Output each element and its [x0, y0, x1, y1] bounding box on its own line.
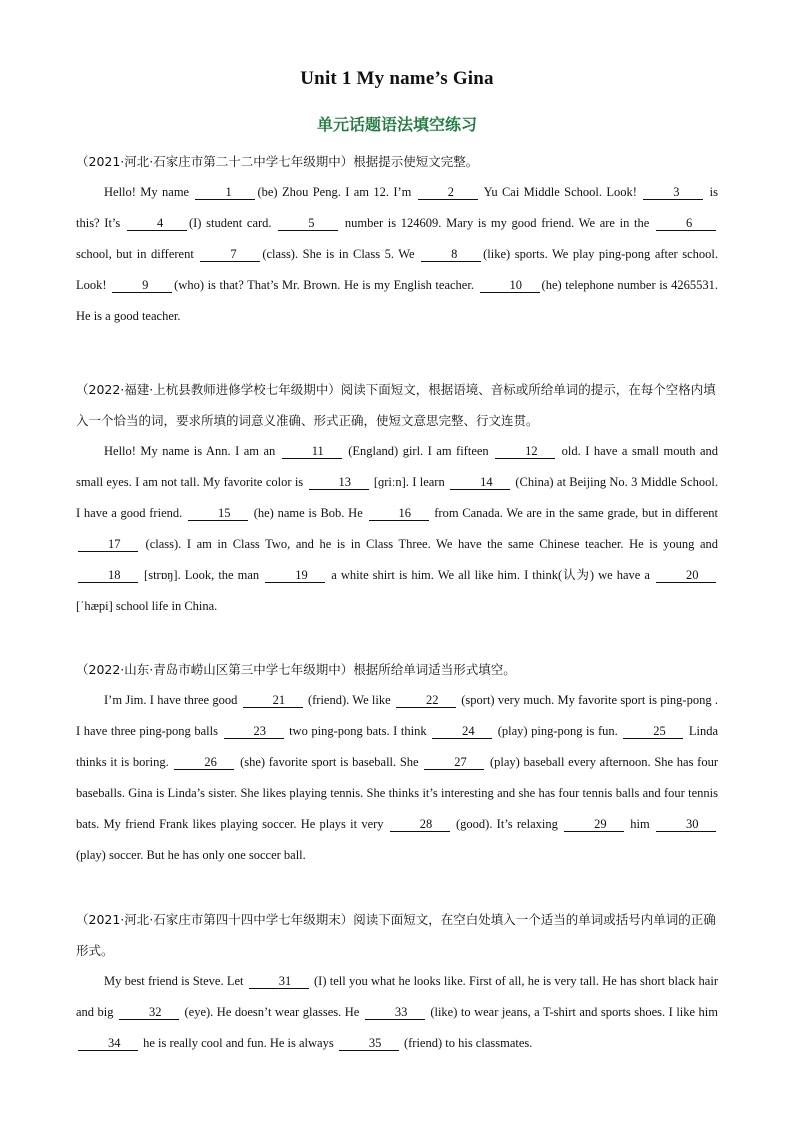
- blank-17[interactable]: 17: [78, 537, 138, 552]
- blank-9[interactable]: 9: [112, 278, 172, 293]
- section-intro: （2022·山东·青岛市崂山区第三中学七年级期中）根据所给单词适当形式填空。: [76, 662, 516, 677]
- blank-2[interactable]: 2: [418, 185, 478, 200]
- exercise-section-2: [76, 374, 718, 622]
- exercise-section-1: [76, 146, 718, 332]
- cloze-passage: [76, 436, 718, 622]
- passage-text: number is 124609. Mary is my good friend. We are in the: [340, 216, 654, 230]
- passage-text: Hello! My name: [104, 185, 194, 199]
- exercise-section-4: [76, 904, 718, 1059]
- blank-29[interactable]: 29: [564, 817, 624, 832]
- blank-28[interactable]: 28: [390, 817, 450, 832]
- blank-27[interactable]: 27: [424, 755, 484, 770]
- blank-7[interactable]: 7: [200, 247, 260, 262]
- blank-6[interactable]: 6: [656, 216, 716, 231]
- blank-25[interactable]: 25: [623, 724, 683, 739]
- blank-26[interactable]: 26: [174, 755, 234, 770]
- blank-30[interactable]: 30: [656, 817, 716, 832]
- passage-text: (eye). He doesn’t wear glasses. He: [181, 1005, 363, 1019]
- blank-5[interactable]: 5: [278, 216, 338, 231]
- blank-23[interactable]: 23: [224, 724, 284, 739]
- passage-text: (he) name is Bob. He: [249, 506, 367, 520]
- passage-text: (be) Zhou Peng. I am 12. I’m: [257, 185, 416, 199]
- blank-11[interactable]: 11: [282, 444, 342, 459]
- passage-text: school, but in different: [76, 247, 199, 261]
- passage-text: [strɒŋ]. Look, the man: [140, 568, 264, 582]
- blank-35[interactable]: 35: [339, 1036, 399, 1051]
- passage-text: him: [626, 817, 654, 831]
- passage-text: old. I have a small mouth and small eyes. I am not tall. My favorite color is: [76, 444, 718, 489]
- passage-text: (play) soccer. But he has only one soccer ball.: [76, 848, 306, 862]
- blank-10[interactable]: 10: [480, 278, 540, 293]
- passage-text: (China) at Beijing No. 3 Middle School. I have a good friend.: [76, 475, 719, 520]
- blank-1[interactable]: 1: [195, 185, 255, 200]
- blank-16[interactable]: 16: [369, 506, 429, 521]
- passage-text: [ˈhæpi] school life in China.: [76, 599, 218, 613]
- blank-19[interactable]: 19: [265, 568, 325, 583]
- passage-text: (friend). We like: [304, 693, 394, 707]
- passage-text: [ɡriːn]. I learn: [370, 475, 449, 489]
- blank-4[interactable]: 4: [127, 216, 187, 231]
- blank-18[interactable]: 18: [78, 568, 138, 583]
- passage-text: (he) telephone number is 4265531. He is a good teacher.: [76, 278, 718, 323]
- passage-text: (like) to wear jeans, a T-shirt and sports shoes. I like him: [426, 1005, 719, 1019]
- passage-text: (I) student card.: [188, 216, 277, 230]
- passage-text: from Canada. We are in the same grade, but in different: [430, 506, 718, 520]
- passage-text: (play) ping-pong is fun.: [494, 724, 622, 738]
- passage-text: (she) favorite sport is baseball. She: [236, 755, 423, 769]
- cloze-passage: [76, 685, 718, 871]
- blank-3[interactable]: 3: [643, 185, 703, 200]
- passage-text: (play) baseball every afternoon. She has four baseballs. Gina is Linda’s sister. She likes playing tennis. She thinks it’s interesting and she has four tennis balls and four tennis bats. My friend Frank likes playing soccer. He plays it very: [76, 755, 718, 831]
- section-intro: （2022·福建·上杭县教师进修学校七年级期中）阅读下面短文，根据语境、音标或所给单词的提示，在每个空格内填入一个恰当的词，要求所填的词意义准确、形式正确，使短文意思完整、行文连贯。: [76, 382, 716, 428]
- blank-8[interactable]: 8: [421, 247, 481, 262]
- cloze-passage: [76, 966, 718, 1059]
- blank-24[interactable]: 24: [432, 724, 492, 739]
- exercise-section-3: [76, 654, 718, 871]
- page-subtitle: 单元话题语法填空练习: [316, 115, 477, 134]
- passage-text: (good). It’s relaxing: [451, 817, 563, 831]
- passage-text: My best friend is Steve. Let: [104, 974, 247, 988]
- passage-text: Linda thinks it is boring.: [76, 724, 719, 769]
- blank-13[interactable]: 13: [309, 475, 369, 490]
- blank-20[interactable]: 20: [656, 568, 716, 583]
- passage-text: two ping-pong bats. I think: [285, 724, 431, 738]
- passage-text: he is really cool and fun. He is always: [140, 1036, 337, 1050]
- passage-text: Yu Cai Middle School. Look!: [479, 185, 642, 199]
- passage-text: (sport) very much. My favorite sport is ping-pong . I have three ping-pong balls: [76, 693, 719, 738]
- blank-33[interactable]: 33: [365, 1005, 425, 1020]
- passage-text: (who) is that? That’s Mr. Brown. He is my English teacher.: [174, 278, 478, 292]
- passage-text: a white shirt is him. We all like him. I think(认为) we have a: [327, 568, 654, 582]
- blank-21[interactable]: 21: [243, 693, 303, 708]
- passage-text: (class). I am in Class Two, and he is in Class Three. We have the same Chinese teacher. He is young and: [140, 537, 718, 551]
- blank-31[interactable]: 31: [249, 974, 309, 989]
- blank-15[interactable]: 15: [188, 506, 248, 521]
- passage-text: (England) girl. I am fifteen: [343, 444, 494, 458]
- passage-text: Hello! My name is Ann. I am an: [104, 444, 280, 458]
- passage-text: is this? It’s: [76, 185, 718, 230]
- blank-32[interactable]: 32: [119, 1005, 179, 1020]
- passage-text: (friend) to his classmates.: [400, 1036, 533, 1050]
- section-intro: （2021·河北·石家庄市第二十二中学七年级期中）根据提示使短文完整。: [76, 154, 479, 169]
- blank-14[interactable]: 14: [450, 475, 510, 490]
- page-title: Unit 1 My name’s Gina: [300, 68, 494, 89]
- passage-text: I’m Jim. I have three good: [104, 693, 241, 707]
- passage-text: (like) sports. We play ping-pong after school. Look!: [76, 247, 719, 292]
- cloze-passage: [76, 177, 718, 332]
- section-intro: （2021·河北·石家庄市第四十四中学七年级期末）阅读下面短文，在空白处填入一个适当的单词或括号内单词的正确形式。: [76, 912, 716, 958]
- blank-34[interactable]: 34: [78, 1036, 138, 1051]
- passage-text: (I) tell you what he looks like. First of all, he is very tall. He has short black hair and big: [76, 974, 718, 1019]
- blank-12[interactable]: 12: [495, 444, 555, 459]
- blank-22[interactable]: 22: [396, 693, 456, 708]
- passage-text: (class). She is in Class 5. We: [262, 247, 420, 261]
